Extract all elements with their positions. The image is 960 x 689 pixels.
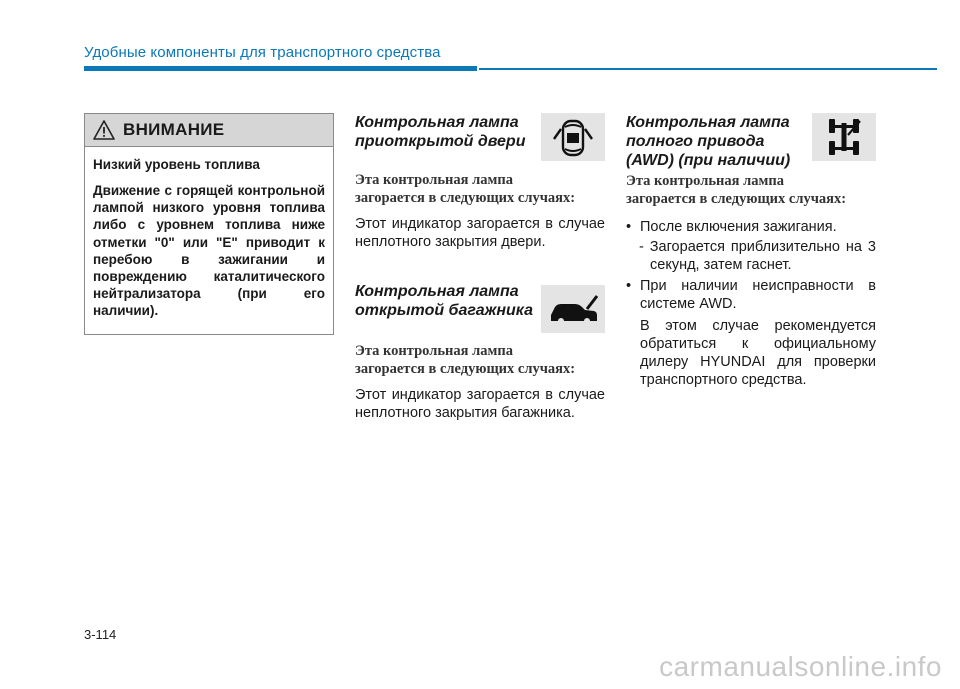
trunk-condition-2: загорается в следующих случаях:: [355, 361, 576, 377]
awd-title-3: (AWD) (при наличии): [626, 152, 791, 169]
trunk-body: [355, 342, 605, 422]
warning-subtitle: Низкий уровень топлива: [93, 157, 260, 172]
trunk-title-2: открытой багажника: [355, 302, 534, 319]
awd-title-2: полного привода: [626, 133, 765, 150]
door-text: Этот индикатор загорается в случае неплотного закрытия двери.: [355, 216, 605, 250]
trunk-text: Этот индикатор загорается в случае неплотного закрытия багажника.: [355, 387, 605, 421]
header-rule-thin: [479, 68, 937, 70]
door-title-2: приоткрытой двери: [355, 133, 526, 150]
awd-condition-2: загорается в следующих случаях:: [626, 191, 847, 207]
trunk-icon-box: [541, 285, 605, 333]
warning-triangle-icon: [93, 120, 115, 140]
awd-title-1: Контрольная лампа: [626, 114, 790, 131]
awd-icon: [812, 113, 876, 161]
awd-bullet-1-text: После включения зажигания.: [640, 219, 837, 235]
door-body: [355, 171, 605, 251]
door-condition-2: загорается в следующих случаях:: [355, 190, 576, 206]
awd-bullet-2-text: При наличии неисправности в системе AWD.: [640, 278, 876, 312]
door-icon-box: [541, 113, 605, 161]
awd-bullet-2-paragraph: В этом случае рекомендуется обратиться к официальному дилеру HYUNDAI для проверки транспортного средства.: [640, 318, 876, 388]
section-header: Удобные компоненты для транспортного средства: [84, 44, 441, 61]
awd-sub-item-1: - Загорается приблизительно на 3 секунд, затем гаснет.: [639, 239, 876, 273]
page-number: 3-114: [84, 627, 117, 642]
warning-title: ВНИМАНИЕ: [123, 120, 225, 139]
warning-text: Движение с горящей контрольной лампой низкого уровня топлива либо с уровнем топлива ниже отметки "0" или "E" приводит к перебою в зажигании и повреждению каталитического нейтрализатора (при его наличии).: [93, 183, 325, 319]
trunk-open-icon: [541, 285, 605, 333]
warning-header: [85, 114, 333, 147]
awd-icon-box: [812, 113, 876, 161]
awd-body: [626, 172, 876, 389]
bullet-dot: •: [626, 219, 632, 235]
door-condition-1: Эта контрольная лампа: [355, 172, 513, 188]
awd-condition-1: Эта контрольная лампа: [626, 173, 784, 189]
awd-bullet-2: [626, 277, 876, 313]
warning-box: [84, 113, 334, 335]
watermark: carmanualsonline.info: [659, 651, 942, 682]
bullet-dot: •: [626, 278, 632, 294]
awd-bullet-1: [626, 218, 876, 236]
trunk-title-1: Контрольная лампа: [355, 283, 519, 300]
header-rule-thick: [84, 66, 477, 71]
door-ajar-icon: [541, 113, 605, 161]
trunk-condition-1: Эта контрольная лампа: [355, 343, 513, 359]
door-title-1: Контрольная лампа: [355, 114, 519, 131]
